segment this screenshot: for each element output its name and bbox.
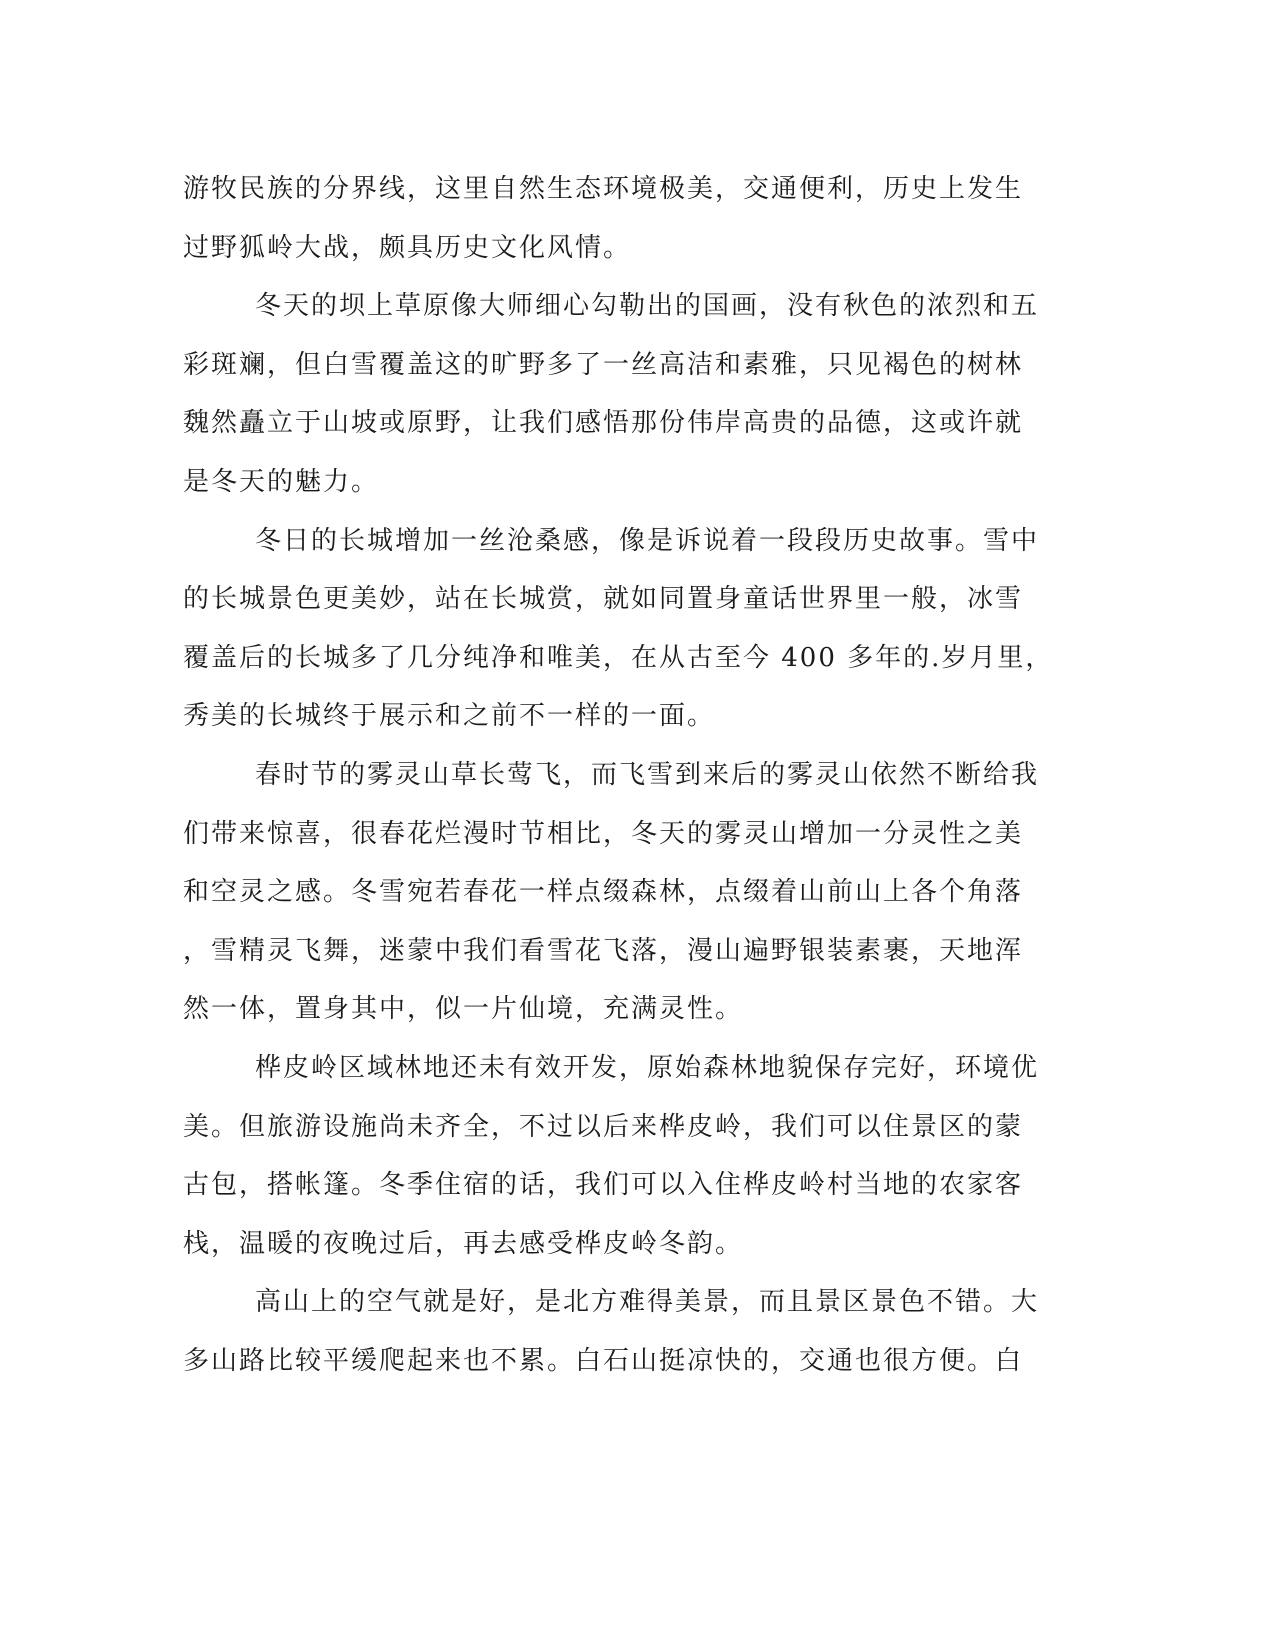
text-line: ，雪精灵飞舞，迷蒙中我们看雪花飞落，漫山遍野银装素裹，天地浑 xyxy=(183,935,1024,966)
text-line-content: 冬日的长城增加一丝沧桑感，像是诉说着一段段历史故事。雪中 xyxy=(255,525,1040,556)
text-line-content: 高山上的空气就是好，是北方难得美景，而且景区景色不错。大 xyxy=(255,1287,1040,1318)
text-line: 过野狐岭大战，颇具历史文化风情。 xyxy=(183,232,632,263)
text-line: 和空灵之感。冬雪宛若春花一样点缀森林，点缀着山前山上各个角落 xyxy=(183,877,1024,908)
paragraph xyxy=(183,1273,1043,1390)
text-line: 多山路比较平缓爬起来也不累。白石山挺凉快的，交通也很方便。白 xyxy=(183,1345,1024,1376)
text-line: 栈，温暖的夜晚过后，再去感受桦皮岭冬韵。 xyxy=(183,1228,744,1259)
body-text xyxy=(183,160,1054,1390)
paragraph xyxy=(183,512,1054,746)
text-line: 美。但旅游设施尚未齐全，不过以后来桦皮岭，我们可以住景区的蒙 xyxy=(183,1111,1024,1142)
text-line: 然一体，置身其中，似一片仙境，充满灵性。 xyxy=(183,994,744,1025)
text-line: 是冬天的魅力。 xyxy=(183,466,380,497)
paragraph xyxy=(183,277,1043,511)
text-line: 覆盖后的长城多了几分纯净和唯美，在从古至今 400 多年的.岁月里， xyxy=(183,642,1054,673)
paragraph xyxy=(183,1039,1043,1273)
text-line-content: 冬天的坝上草原像大师细心勾勒出的国画，没有秋色的浓烈和五 xyxy=(255,291,1040,322)
text-line: 古包，搭帐篷。冬季住宿的话，我们可以入住桦皮岭村当地的农家客 xyxy=(183,1170,1024,1201)
text-line: 秀美的长城终于展示和之前不一样的一面。 xyxy=(183,701,716,732)
text-line: 彩斑斓，但白雪覆盖这的旷野多了一丝高洁和素雅，只见褐色的树林 xyxy=(183,349,1024,380)
text-line xyxy=(183,277,1043,336)
text-line: 游牧民族的分界线，这里自然生态环境极美，交通便利，历史上发生 xyxy=(183,174,1024,204)
text-line xyxy=(183,512,1043,571)
text-line: 们带来惊喜，很春花烂漫时节相比，冬天的雾灵山增加一分灵性之美 xyxy=(183,818,1024,849)
paragraph xyxy=(183,160,1043,277)
text-line xyxy=(183,1273,1043,1332)
text-line-content: 桦皮岭区域林地还未有效开发，原始森林地貌保存完好，环境优 xyxy=(255,1052,1040,1083)
text-line xyxy=(183,1039,1043,1098)
text-line: 的长城景色更美妙，站在长城赏，就如同置身童话世界里一般，冰雪 xyxy=(183,584,1024,615)
paragraph xyxy=(183,746,1043,1039)
text-line-content: 春时节的雾灵山草长莺飞，而飞雪到来后的雾灵山依然不断给我 xyxy=(255,759,1040,790)
text-line: 魏然矗立于山坡或原野，让我们感悟那份伟岸高贵的品德，这或许就 xyxy=(183,408,1024,439)
text-line xyxy=(183,746,1043,805)
